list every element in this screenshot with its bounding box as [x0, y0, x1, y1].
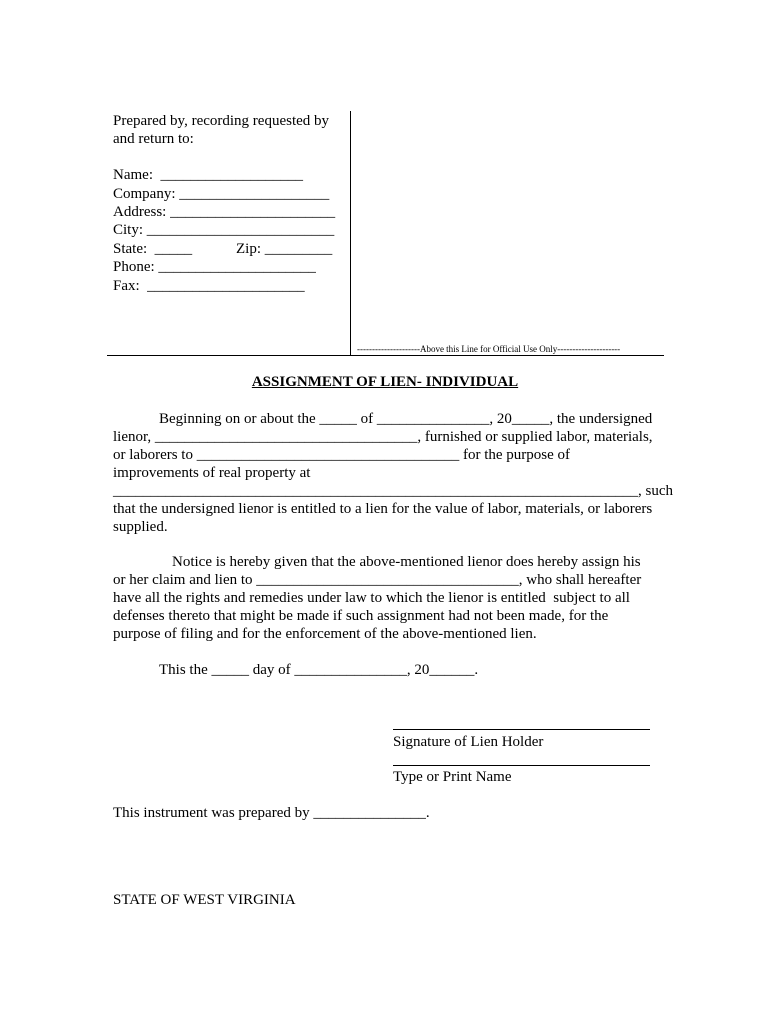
date-line[interactable]: This the _____ day of _______________, 20______. [159, 662, 479, 678]
phone-field[interactable]: Phone: _____________________ [113, 259, 316, 275]
paragraph1-line6: that the undersigned lienor is entitled to a lien for the value of labor, materials, or laborers [113, 501, 653, 517]
paragraph1-line5[interactable]: ______________________________________________________________________, such [113, 483, 673, 499]
state-heading: STATE OF WEST VIRGINIA [113, 892, 296, 908]
zip-field[interactable]: Zip: _________ [236, 241, 333, 257]
paragraph2-line3: have all the rights and remedies under law to which the lienor is entitled subject to all [113, 590, 630, 606]
paragraph1-line1[interactable]: Beginning on or about the _____ of _______________, 20_____, the undersigned [159, 411, 653, 427]
paragraph1-line7: supplied. [113, 519, 168, 535]
signature-line[interactable] [393, 729, 650, 730]
print-name-label: Type or Print Name [393, 769, 512, 785]
paragraph2-line1: Notice is hereby given that the above-mentioned lienor does hereby assign his [172, 554, 641, 570]
city-field[interactable]: City: _________________________ [113, 222, 335, 238]
paragraph2-line2[interactable]: or her claim and lien to ___________________________________, who shall hereafter [113, 572, 642, 588]
paragraph2-line4: defenses thereto that might be made if such assignment had not been made, for the [113, 608, 609, 624]
paragraph1-line3[interactable]: or laborers to ___________________________________ for the purpose of [113, 447, 571, 463]
state-field[interactable]: State: _____ [113, 241, 193, 257]
header-vertical-divider [350, 111, 351, 355]
name-field[interactable]: Name: ___________________ [113, 167, 303, 183]
paragraph2-line5: purpose of filing and for the enforcement of the above-mentioned lien. [113, 626, 537, 642]
fax-field[interactable]: Fax: _____________________ [113, 278, 305, 294]
prepared-by-footer[interactable]: This instrument was prepared by _______________. [113, 805, 430, 821]
print-name-line[interactable] [393, 765, 650, 766]
official-use-notice: ---------------------Above this Line for Official Use Only--------------------- [357, 344, 621, 354]
address-field[interactable]: Address: ______________________ [113, 204, 336, 220]
document-title: ASSIGNMENT OF LIEN- INDIVIDUAL [251, 374, 519, 390]
prepared-by-label-line2: and return to: [113, 131, 194, 147]
company-field[interactable]: Company: ____________________ [113, 186, 330, 202]
header-horizontal-divider [107, 355, 664, 356]
signature-label: Signature of Lien Holder [393, 734, 544, 750]
paragraph1-line2[interactable]: lienor, ___________________________________, furnished or supplied labor, materials, [113, 429, 653, 445]
prepared-by-label-line1: Prepared by, recording requested by [113, 113, 330, 129]
paragraph1-line4: improvements of real property at [113, 465, 311, 481]
